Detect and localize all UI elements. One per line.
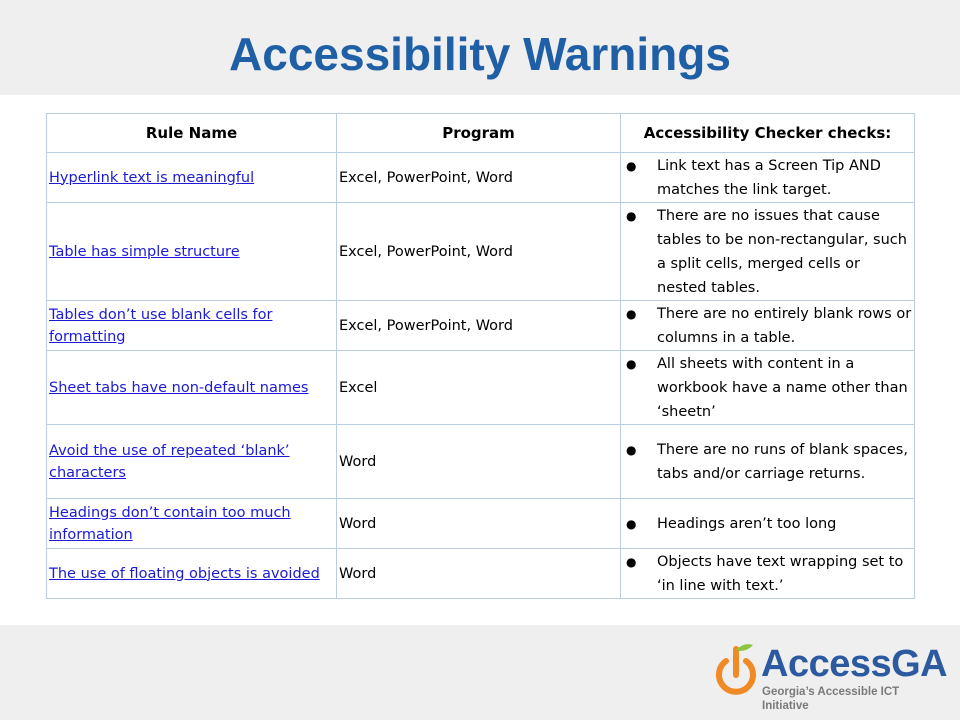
program-cell: Excel, PowerPoint, Word — [337, 301, 621, 351]
program-cell: Word — [337, 425, 621, 499]
checks-cell — [621, 301, 915, 351]
rule-cell — [47, 549, 337, 599]
program-cell: Word — [337, 549, 621, 599]
bullet-icon: ● — [626, 306, 637, 321]
checks-cell — [621, 425, 915, 499]
header-program: Program — [337, 114, 621, 153]
list-item: ● There are no issues that cause tables to be non-rectangular, such a split cells, merged cells or nested tables. — [657, 204, 912, 300]
checks-cell — [621, 203, 915, 301]
checks-cell — [621, 549, 915, 599]
power-peach-icon — [711, 641, 761, 705]
rule-link[interactable]: Sheet tabs have non-default names — [49, 379, 309, 396]
bullet-icon: ● — [626, 208, 637, 223]
logo-tagline: Georgia’s Accessible ICT Initiative — [762, 686, 900, 712]
bullet-icon: ● — [626, 158, 637, 173]
program-cell: Excel — [337, 351, 621, 425]
table-header-row — [47, 114, 915, 153]
table-row — [47, 425, 915, 499]
rule-cell — [47, 351, 337, 425]
bullet-icon: ● — [626, 554, 637, 569]
rule-link[interactable]: Tables don’t use blank cells for formatting — [49, 306, 273, 345]
rule-link[interactable]: Table has simple structure — [49, 243, 240, 260]
table-row — [47, 301, 915, 351]
rule-link[interactable]: The use of floating objects is avoided — [49, 565, 320, 582]
accessga-logo — [711, 641, 948, 712]
program-cell: Excel, PowerPoint, Word — [337, 203, 621, 301]
rule-link[interactable]: Headings don’t contain too much information — [49, 504, 291, 543]
list-item: ● Link text has a Screen Tip AND matches the link target. — [657, 154, 912, 202]
table-row — [47, 153, 915, 203]
logo-wordmark: AccessGA — [761, 643, 948, 685]
list-item: ● All sheets with content in a workbook have a name other than ‘sheetn’ — [657, 352, 912, 424]
header-checks: Accessibility Checker checks: — [621, 114, 915, 153]
header-rule-name: Rule Name — [47, 114, 337, 153]
table-row — [47, 549, 915, 599]
slide-title: Accessibility Warnings — [229, 28, 731, 80]
list-item: ● There are no runs of blank spaces, tabs and/or carriage returns. — [657, 438, 912, 486]
program-cell: Excel, PowerPoint, Word — [337, 153, 621, 203]
rule-link[interactable]: Avoid the use of repeated ‘blank’ characters — [49, 442, 290, 481]
list-item: ● Objects have text wrapping set to ‘in line with text.’ — [657, 550, 912, 598]
rule-cell — [47, 301, 337, 351]
accessibility-rules-table — [46, 113, 915, 599]
rule-cell — [47, 425, 337, 499]
rule-cell — [47, 203, 337, 301]
program-cell: Word — [337, 499, 621, 549]
bullet-icon: ● — [626, 442, 637, 457]
bullet-icon: ● — [626, 516, 637, 531]
checks-cell — [621, 499, 915, 549]
table-row — [47, 499, 915, 549]
table-row — [47, 203, 915, 301]
checks-cell — [621, 351, 915, 425]
list-item: ● There are no entirely blank rows or columns in a table. — [657, 302, 912, 350]
list-item: ● Headings aren’t too long — [657, 512, 912, 536]
rule-cell — [47, 499, 337, 549]
checks-cell — [621, 153, 915, 203]
rule-link[interactable]: Hyperlink text is meaningful — [49, 169, 255, 186]
table-row — [47, 351, 915, 425]
rule-cell — [47, 153, 337, 203]
bullet-icon: ● — [626, 356, 637, 371]
